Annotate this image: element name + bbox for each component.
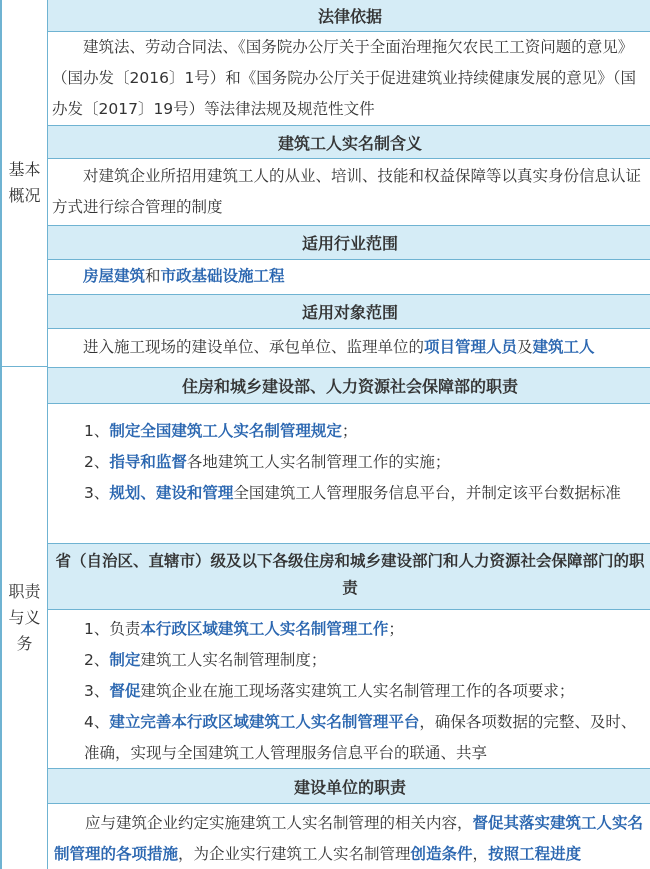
target-units: 进入施工现场的建设单位、承包单位、监理单位的 — [83, 338, 425, 356]
industry-text — [48, 260, 650, 294]
province-item-1-highlight: 本行政区域建筑工人实名制管理工作 — [140, 620, 389, 638]
builder-highlight-2: 创造条件 — [410, 845, 473, 863]
industry-municipal: 市政基础设施工程 — [160, 267, 285, 285]
basic-label-text: 基本概况 — [8, 160, 41, 205]
builder-title: 建设单位的职责 — [293, 777, 406, 797]
ministry-item-3-num: 3、 — [84, 484, 110, 502]
meaning-title: 建筑工人实名制含义 — [277, 133, 422, 153]
province-duties — [48, 610, 650, 768]
industry-building: 房屋建筑 — [83, 267, 146, 285]
province-item-4-num: 4、 — [84, 713, 110, 731]
legal-basis-header — [48, 0, 650, 32]
province-item-2-highlight: 制定 — [109, 651, 141, 669]
province-item-1-text: ； — [388, 620, 404, 638]
target-header — [48, 294, 650, 329]
builder-text-2: ，为企业实行建筑工人实名制管理 — [178, 845, 411, 863]
ministry-title: 住房和城乡建设部、人力资源社会保障部的职责 — [181, 377, 518, 396]
duties-label-text: 职责与义务 — [8, 582, 41, 653]
ministry-duties — [48, 404, 650, 543]
meaning-body: 对建筑企业所招用建筑工人的从业、培训、技能和权益保障等以真实身份信息认证方式进行综合管理的制度 — [52, 167, 642, 216]
builder-highlight-1: 督促其落实建筑工人实名制管理的各项措施 — [54, 814, 644, 863]
province-header — [48, 543, 650, 610]
industry-header — [48, 225, 650, 260]
province-item-1-num: 1、 — [84, 620, 110, 638]
meaning-text — [48, 159, 650, 225]
meaning-header — [48, 125, 650, 159]
province-item-3-num: 3、 — [84, 682, 110, 700]
builder-highlight-3: 按照工程进度 — [488, 845, 582, 863]
industry-and: 和 — [145, 267, 161, 285]
builder-header — [48, 768, 650, 804]
province-item-2-text: 建筑工人实名制管理制度； — [140, 651, 327, 669]
ministry-item-1 — [84, 416, 640, 447]
province-item-3-highlight: 督促 — [109, 682, 141, 700]
builder-text — [48, 804, 650, 869]
legal-basis-text — [48, 32, 650, 125]
ministry-item-2-highlight: 指导和监督 — [109, 453, 187, 471]
province-item-4-text: ，确保各项数据的完整、及时、准确，实现与全国建筑工人管理服务信息平台的联通、共享 — [84, 713, 637, 762]
target-and: 及 — [517, 338, 533, 356]
target-title: 适用对象范围 — [301, 303, 398, 322]
ministry-item-2 — [84, 447, 640, 478]
province-item-3-text: 建筑企业在施工现场落实建筑工人实名制管理工作的各项要求； — [140, 682, 575, 700]
target-text — [48, 329, 650, 367]
builder-text-1: 应与建筑企业约定实施建筑工人实名制管理的相关内容， — [85, 814, 473, 832]
ministry-item-3-highlight: 规划、建设和管理 — [109, 484, 234, 502]
ministry-item-3-text: 全国建筑工人管理服务信息平台，并制定该平台数据标准 — [233, 484, 621, 502]
province-item-2-num: 2、 — [84, 651, 110, 669]
province-item-4 — [84, 707, 644, 769]
ministry-header — [48, 367, 650, 404]
province-item-3 — [84, 676, 644, 707]
ministry-item-3 — [84, 478, 640, 509]
province-item-1-pre: 负责 — [109, 620, 141, 638]
ministry-item-1-highlight: 制定全国建筑工人实名制管理规定 — [109, 422, 342, 440]
ministry-item-1-text: ； — [341, 422, 358, 440]
province-item-2 — [84, 645, 644, 676]
legal-basis-body: 建筑法、劳动合同法、《国务院办公厅关于全面治理拖欠农民工工资问题的意见》（国办发〔2016〕1号）和《国务院办公厅关于促进建筑业持续健康发展的意见》（国办发〔2017〕19号）等法律法规及规范性文件 — [52, 38, 637, 118]
ministry-item-1-num: 1、 — [84, 422, 110, 440]
industry-title: 适用行业范围 — [301, 234, 398, 253]
target-workers: 建筑工人 — [532, 338, 595, 356]
target-managers: 项目管理人员 — [424, 338, 518, 356]
province-title: 省（自治区、直辖市）级及以下各级住房和城乡建设部门和人力资源社会保障部门的职责 — [55, 552, 645, 597]
ministry-item-2-num: 2、 — [84, 453, 110, 471]
province-item-1 — [84, 614, 644, 645]
section-label-basic — [2, 0, 48, 367]
province-item-4-highlight: 建立完善本行政区域建筑工人实名制管理平台 — [109, 713, 420, 731]
legal-basis-title: 法律依据 — [317, 7, 382, 26]
ministry-item-2-text: 各地建筑工人实名制管理工作的实施； — [186, 453, 451, 471]
section-label-duties — [2, 367, 48, 869]
builder-text-3: ， — [472, 845, 489, 863]
